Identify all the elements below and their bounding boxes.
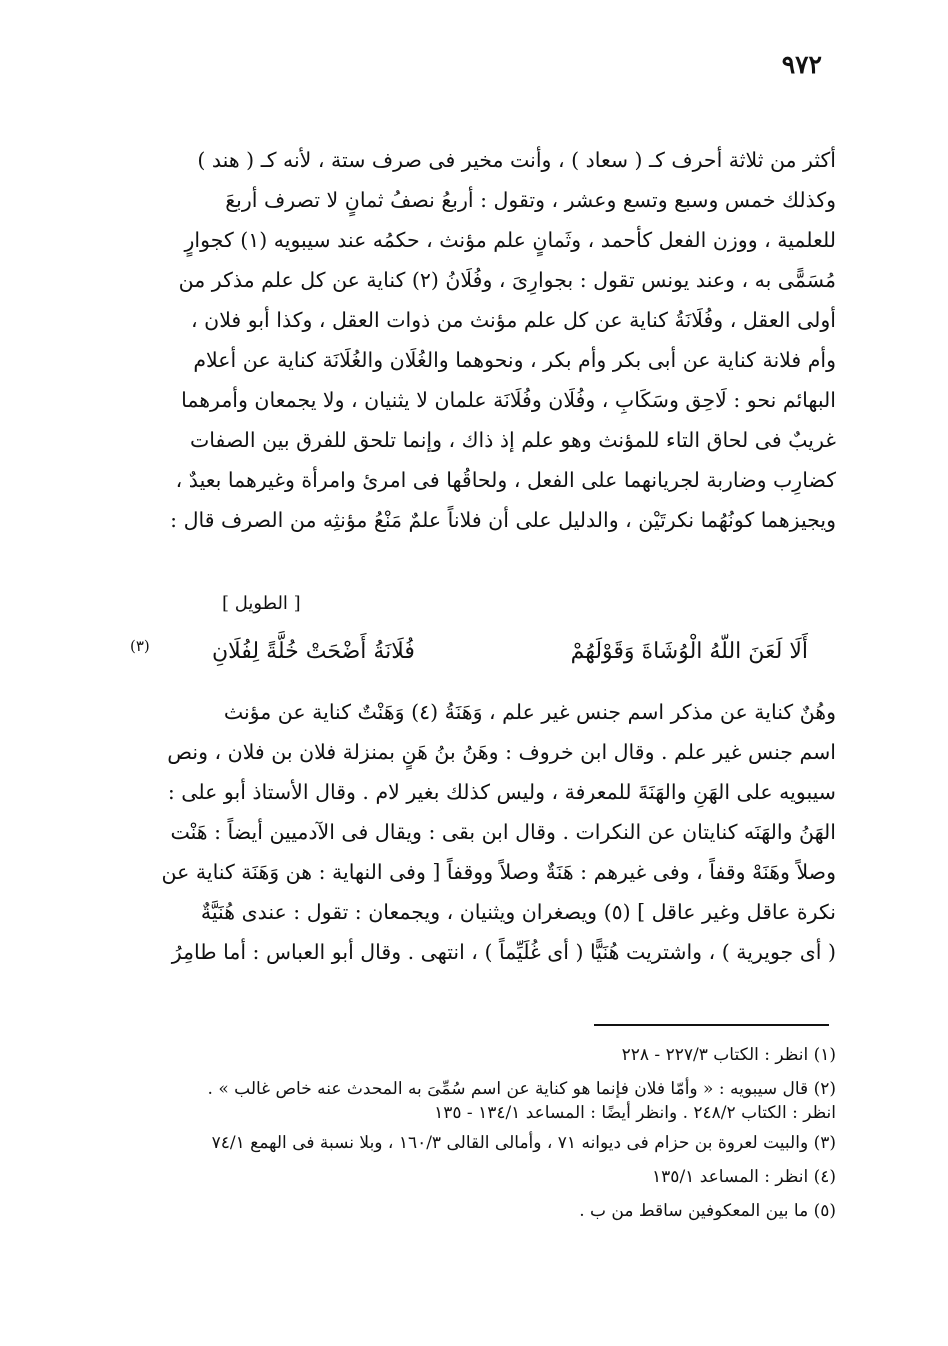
text-line: وأم فلانة كناية عن أبى بكر وأم بكر ، ونحوهما والغُلَان والغُلَانَة كناية عن أعلام [193,348,836,372]
text-line: أكثر من ثلاثة أحرف كـ ( سعاد ) ، وأنت مخير فى صرف ستة ، لأنه كـ ( هند ) [197,148,836,172]
text-line: ( أى جويرية ) ، واشتريت هُنَيًّا ( أى غُلَيِّماً ) ، انتهى . وقال أبو العباس : أما طامِرُ [171,940,836,964]
text-line: اسم جنس غير علم . وقال ابن خروف : وهَنُ بنُ هَنٍ بمنزلة فلان بن فلان ، ونص [167,740,836,764]
text-line: كضارِب وضاربة لجريانهما على الفعل ، ولحاقُها فى امرئ وامرأة وغيرهما بعيدٌ ، [175,468,836,492]
text-line: غريبٌ فى لحاق التاء للمؤنث وهو علم إذ ذاك ، وإنما تلحق للفرق بين الصفات [189,428,836,452]
page-number: ٩٧٢ [781,50,822,79]
text-line: نكرة عاقل وغير عاقل ] (٥) ويصغران ويثنيان ، ويجمعان : تقول : عندى هُنَيَّةٌ [200,900,836,924]
footnote: (٢) قال سيبويه : « وأمّا فلان فإنما هو كناية عن اسم سُمِّىَ به المحدث عنه خاص غالب » . [207,1079,836,1099]
text-line: الهَنُ والهَنَه كنايتان عن النكرات . وقال ابن بقى : ويقال فى الآدميين أيضاً : هَنْت [170,820,836,844]
text-line: البهائم نحو : لَاحِق وسَكَابِ ، وفُلَان وفُلَانَة علمان لا يثنيان ، ولا يجمعان وأمرهما [181,388,836,412]
poetic-meter-label: [ الطويل ] [222,593,301,614]
text-line: وهُنٌ كناية عن مذكر اسم جنس غير علم ، وَهَنَةُ (٤) وَهَنْتٌ كناية عن مؤنث [223,700,836,724]
footnotes [114,1038,836,1228]
footnote-continuation: انظر : الكتاب ٢٤٨/٢ . وانظر أيضًا : المساعد ١٣٤/١ - ١٣٥ [434,1103,836,1123]
footnote: (١) انظر : الكتاب ٢٢٧/٣ - ٢٢٨ [621,1045,836,1065]
footnote: (٤) انظر : المساعد ١٣٥/١ [652,1167,836,1187]
main-paragraph-1 [114,140,836,540]
verse-first-hemistich: أَلَا لَعَنَ اللّهُ الْوُشَاةَ وَقَوْلَهُمْ [570,639,808,664]
footnote-marker: (٣) [130,637,150,655]
verse-second-hemistich: فُلَانَةُ أَضْحَتْ خُلَّةً لِفُلَانِ [212,639,415,664]
text-line: وكذلك خمس وسبع وتسع وعشر ، وتقول : أربعُ نصفُ ثمانٍ لا تصرف أربعَ [225,188,836,212]
text-line: أولى العقل ، وفُلَانَةُ كناية عن كل علم مؤنث من ذوات العقل ، وكذا أبو فلان ، [191,308,836,332]
main-paragraph-2 [114,692,836,972]
text-line: وصلاً وهَنَهْ وقفاً ، وفى غيرهم : هَنَةٌ وصلاً ووقفاً [ وفى النهاية : هن وَهَنَة كناية عن [161,860,836,884]
text-line: مُسَمًّى به ، وعند يونس تقول : بجوارِىَ ، وفُلَانُ (٢) كناية عن كل علم مذكر من [178,268,836,292]
footnote: (٥) ما بين المعكوفين ساقط من ب . [579,1201,836,1221]
text-line: ويجيزهما كونُهُما نكرتَيْن ، والدليل على أن فلاناً علمٌ مَنْعُ مؤنثِه من الصرف قال : [170,508,836,532]
footnote: (٣) والبيت لعروة بن حزام فى ديوانه ٧١ ، وأمالى القالى ١٦٠/٣ ، وبلا نسبة فى الهمع ٧٤/١ [211,1133,836,1153]
footnote-divider [594,1024,829,1026]
poetry-verse [114,630,836,674]
text-line: سيبويه على الهَنِ والهَنَةَ للمعرفة ، وليس كذلك بغير لام . وقال الأستاذ أبو على : [167,780,836,804]
text-line: للعلمية ، ووزن الفعل كأحمد ، وثَمانٍ علم مؤنث ، حكمُه عند سيبويه (١) كجوارٍ [184,228,836,252]
